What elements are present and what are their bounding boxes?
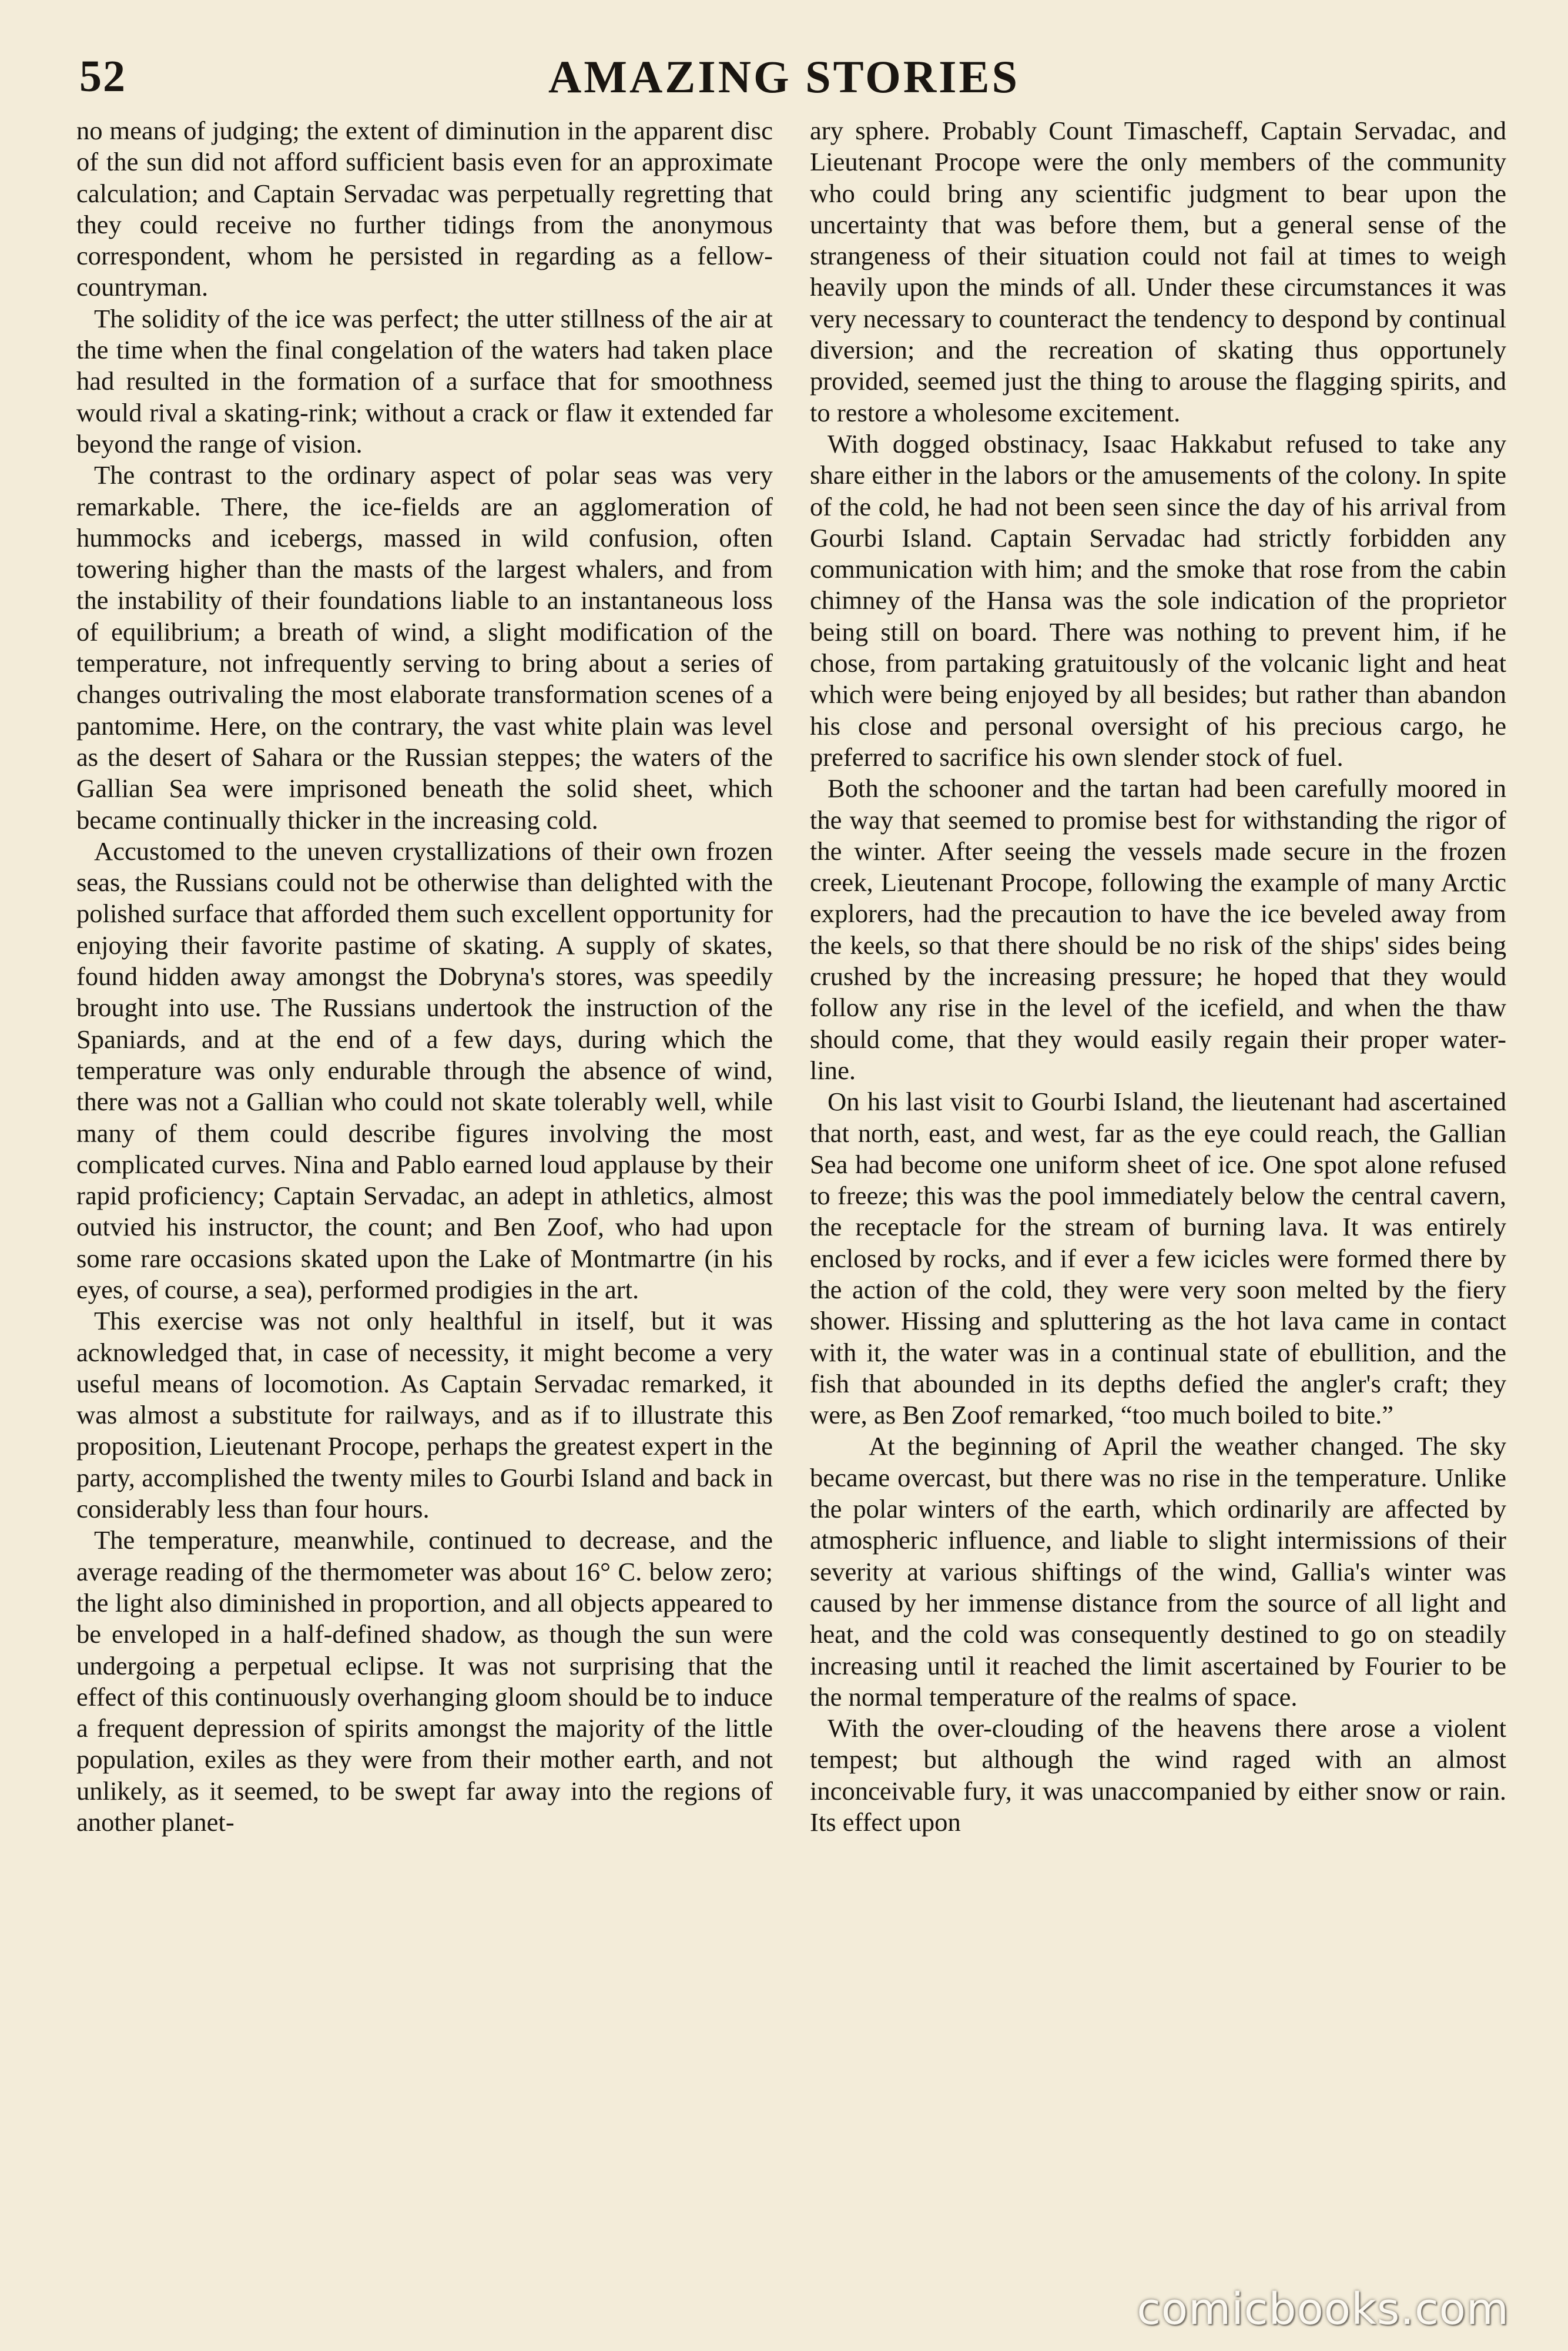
paragraph: On his last visit to Gourbi Island, the lieutenant had ascertained that north, east, and west, far as the eye could reach, the Gallian Sea had become one uniform sheet of ice. One spot alone refused to freeze; this was the pool immediately below the central cavern, the receptacle for the stream of burning lava. It was entirely enclosed by rocks, and if ever a few icicles were formed there by the action of the cold, they were very soon melted by the fiery shower. Hissing and spluttering as the hot lava came in contact with it, the water was in a continual state of ebullition, and the fish that abounded in its depths defied the angler's craft; they were, as Ben Zoof remarked, “too much boiled to bite.” xyxy=(810,1087,1506,1430)
paragraph: ary sphere. Probably Count Timascheff, Captain Servadac, and Lieutenant Procope were the only members of the community who could bring any scientific judgment to bear upon the uncertainty that was before them, but a general sense of the strangeness of their situation could not fail at times to weigh heavily upon the minds of all. Under these circumstances it was very necessary to counteract the tendency to despond by continual diversion; and the recreation of skating thus opportunely provided, seemed just the thing to arouse the flagging spirits, and to restore a wholesome excitement. xyxy=(810,116,1506,427)
paragraph: At the beginning of April the weather changed. The sky became overcast, but there was no rise in the temperature. Unlike the polar winters of the earth, which ordinarily are affected by atmospheric influence, and liable to slight intermissions of their severity at various shiftings of the wind, Gallia's winter was caused by her immense distance from the source of all light and heat, and the cold was consequently destined to go on steadily increasing until it reached the limit ascertained by Fourier to be the normal temperature of the realms of space. xyxy=(810,1431,1506,1712)
paragraph: no means of judging; the extent of diminution in the apparent disc of the sun did not afford sufficient basis even for an approximate calculation; and Captain Servadac was perpetually regretting that they could receive no further tidings from the anonymous correspondent, whom he persisted in regarding as a fellow-countryman. xyxy=(76,116,773,302)
paragraph: The contrast to the ordinary aspect of polar seas was very remarkable. There, the ice-fields are an agglomeration of hummocks and icebergs, massed in wild confusion, often towering higher than the masts of the largest whalers, and from the instability of their foundations liable to an instantaneous loss of equilibrium; a breath of wind, a slight modification of the temperature, not infrequently serving to bring about a series of changes outrivaling the most elaborate transformation scenes of a pantomime. Here, on the contrary, the vast white plain was level as the desert of Sahara or the Russian steppes; the waters of the Gallian Sea were imprisoned beneath the solid sheet, which became continually thicker in the increasing cold. xyxy=(76,460,773,835)
watermark-logo: comicbooks.com xyxy=(1137,2284,1509,2335)
paragraph: The solidity of the ice was perfect; the utter stillness of the air at the time when the final congelation of the waters had taken place had resulted in the formation of a surface that for smoothness would rival a skating-rink; without a crack or flaw it extended far beyond the range of vision. xyxy=(76,303,773,458)
paragraph: Accustomed to the uneven crystallizations of their own frozen seas, the Russians could not be otherwise than delighted with the polished surface that afforded them such excellent opportunity for enjoying their favorite pastime of skating. A supply of skates, found hidden away amongst the Dobryna's stores, was speedily brought into use. The Russians undertook the instruction of the Spaniards, and at the end of a few days, during which the temperature was only endurable through the absence of wind, there was not a Gallian who could not skate tolerably well, while many of them could describe figures involving the most complicated curves. Nina and Pablo earned loud applause by their rapid proficiency; Captain Servadac, an adept in athletics, almost outvied his instructor, the count; and Ben Zoof, who had upon some rare occasions skated upon the Lake of Montmartre (in his eyes, of course, a sea), performed prodigies in the art. xyxy=(76,836,773,1304)
page-number: 52 xyxy=(79,52,126,101)
paragraph: The temperature, meanwhile, continued to decrease, and the average reading of the thermometer was about 16° C. below zero; the light also diminished in proportion, and all objects appeared to be enveloped in a half-defined shadow, as though the sun were undergoing a perpetual eclipse. It was not surprising that the effect of this continuously overhanging gloom should be to induce a frequent depression of spirits amongst the majority of the little population, exiles as they were from their mother earth, and not unlikely, as it seemed, to be swept far away into the regions of another planet- xyxy=(76,1525,773,1837)
left-text-column xyxy=(76,115,773,1838)
paragraph: This exercise was not only healthful in itself, but it was acknowledged that, in case of necessity, it might become a very useful means of locomotion. As Captain Servadac remarked, it was almost a substitute for railways, and as if to illustrate this proposition, Lieutenant Procope, perhaps the greatest expert in the party, accomplished the twenty miles to Gourbi Island and back in considerably less than four hours. xyxy=(76,1306,773,1524)
journal-title: AMAZING STORIES xyxy=(548,51,1020,102)
paragraph: Both the schooner and the tartan had been carefully moored in the way that seemed to promise best for withstanding the rigor of the winter. After seeing the vessels made secure in the frozen creek, Lieutenant Procope, following the example of many Arctic explorers, had the precaution to have the ice beveled away from the keels, so that there should be no risk of the ships' sides being crushed by the increasing pressure; he hoped that they would follow any rise in the level of the icefield, and when the thaw should come, that they would easily regain their proper water-line. xyxy=(810,773,1506,1085)
paragraph: With the over-clouding of the heavens there arose a violent tempest; but although the wind raged with an almost inconceivable fury, it was unaccompanied by either snow or rain. Its effect upon xyxy=(810,1713,1506,1837)
paragraph: With dogged obstinacy, Isaac Hakkabut refused to take any share either in the labors or the amusements of the colony. In spite of the cold, he had not been seen since the day of his arrival from Gourbi Island. Captain Servadac had strictly forbidden any communication with him; and the smoke that rose from the cabin chimney of the Hansa was the sole indication of the proprietor being still on board. There was nothing to prevent him, if he chose, from partaking gratuitously of the volcanic light and heat which were being enjoyed by all besides; but rather than abandon his close and personal oversight of his precious cargo, he preferred to sacrifice his own slender stock of fuel. xyxy=(810,428,1506,772)
right-text-column xyxy=(810,115,1506,1838)
page-header xyxy=(0,0,1568,118)
